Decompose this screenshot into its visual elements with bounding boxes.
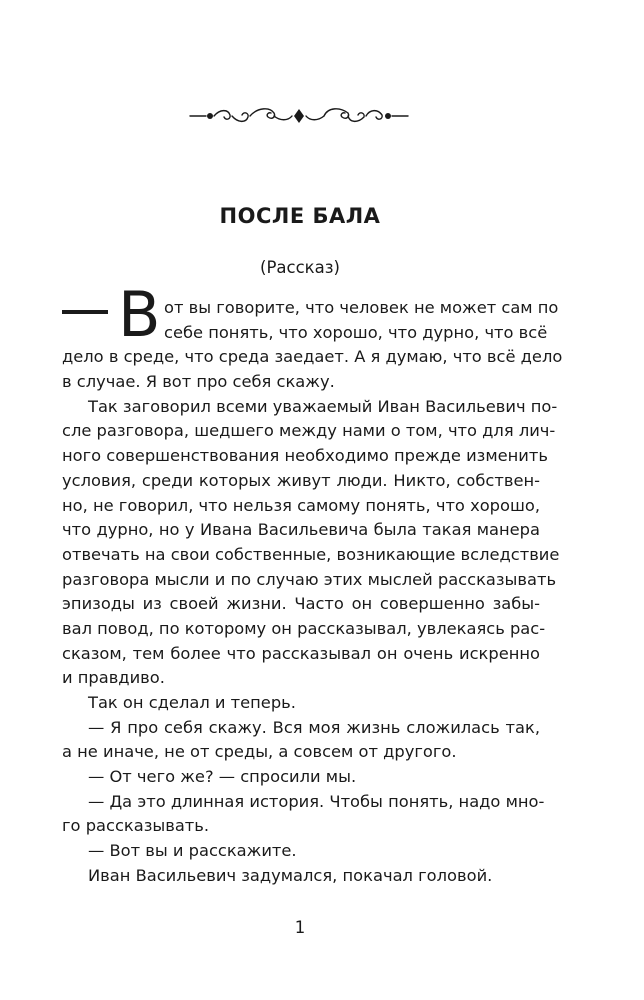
chapter-title: ПОСЛЕ БАЛА	[219, 204, 381, 228]
text-line: отвечать на свои собственные, возникающие вследствие	[62, 544, 560, 564]
em-dash	[62, 310, 108, 314]
text-line: ного совершенствования необходимо прежде изменить	[62, 446, 548, 466]
text-line: но, не говорил, что нельзя самому понять, что хорошо,	[62, 495, 540, 515]
text-line: сказом, тем более что рассказывал он очень искренно	[62, 643, 540, 663]
text-line: — Да это длинная история. Чтобы понять, надо мно-	[88, 791, 545, 811]
text-line: а не иначе, не от среды, а совсем от другого.	[62, 742, 457, 762]
text-line: в случае. Я вот про себя скажу.	[62, 372, 335, 392]
text-line: дело в среде, что среда заедает. А я думаю, что всё дело	[62, 347, 563, 367]
opening-line-1: от вы говорите, что человек не может сам по	[164, 298, 559, 317]
text-line: Так он сделал и теперь.	[88, 693, 296, 713]
page-number: 1	[294, 918, 306, 937]
text-line: условия, среди которых живут люди. Никто, собствен-	[62, 470, 540, 490]
chapter-subtitle: (Рассказ)	[260, 258, 340, 277]
text-line: эпизоды из своей жизни. Часто он совершенно забы-	[62, 594, 540, 614]
text-line: разговора мысли и по случаю этих мыслей рассказывать	[62, 569, 557, 589]
text-line: что дурно, но у Ивана Васильевича была такая манера	[62, 520, 540, 540]
ornament-divider-icon	[188, 101, 410, 131]
text-line: — От чего же? — спросили мы.	[88, 767, 357, 787]
text-line: вал повод, по которому он рассказывал, увлекаясь рас-	[62, 618, 546, 638]
text-line: го рассказывать.	[62, 816, 210, 836]
text-line: сле разговора, шедшего между нами о том, что для лич-	[62, 421, 556, 441]
opening-line-2: себе понять, что хорошо, что дурно, что всё	[164, 322, 548, 342]
text-line: — Я про себя скажу. Вся моя жизнь сложилась так,	[88, 717, 540, 737]
text-line: Иван Васильевич задумался, покачал головой.	[88, 865, 493, 885]
story-text	[62, 278, 563, 889]
text-line: и правдиво.	[62, 668, 165, 688]
drop-cap: В	[118, 278, 161, 351]
text-line: Так заговорил всеми уважаемый Иван Васильевич по-	[88, 396, 558, 416]
text-line: — Вот вы и расскажите.	[88, 841, 297, 861]
opening-paragraph	[62, 278, 559, 351]
